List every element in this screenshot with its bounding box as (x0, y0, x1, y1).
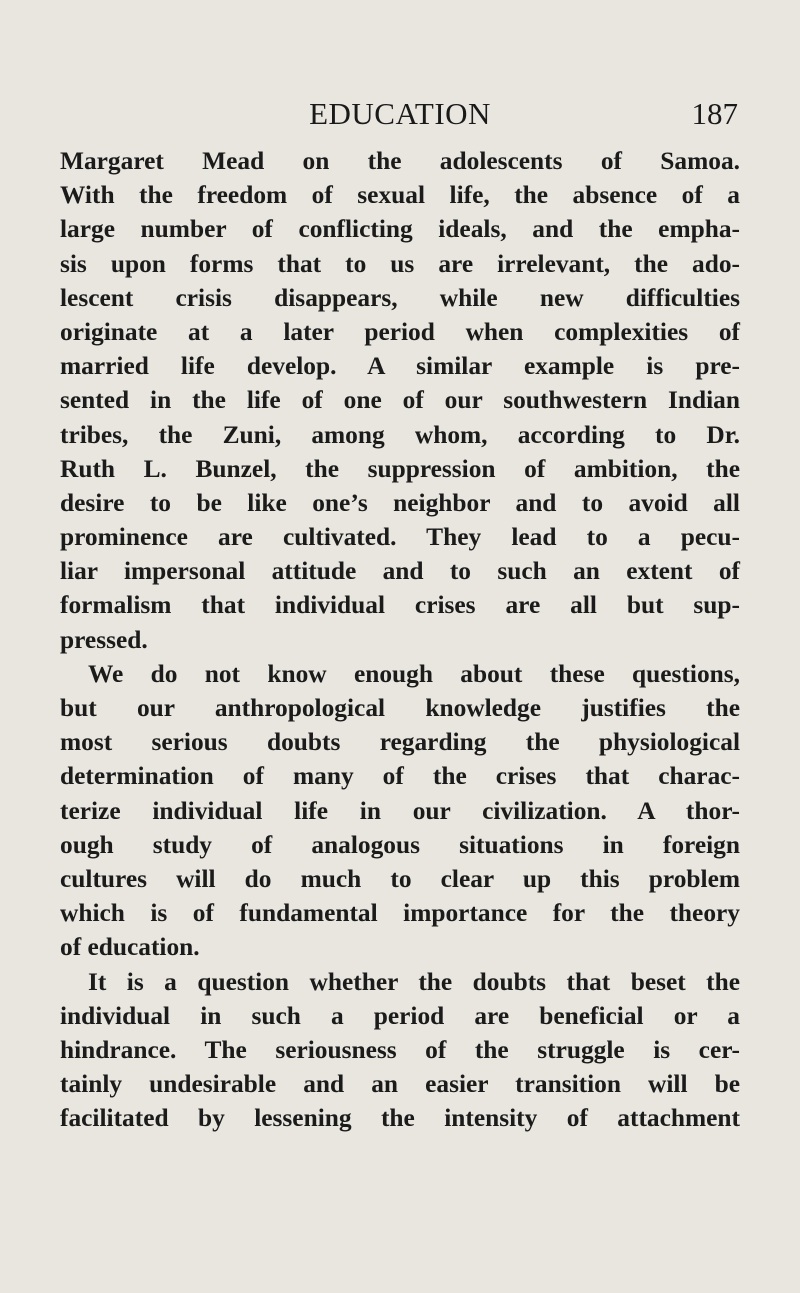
text-line: tainly undesirable and an easier transition will be (60, 1070, 740, 1099)
body-text (60, 144, 740, 1135)
text-line: pressed. (60, 625, 148, 654)
text-line: desire to be like one’s neighbor and to avoid all (60, 488, 740, 517)
text-line: prominence are cultivated. They lead to a pecu- (60, 523, 740, 552)
text-line: hindrance. The seriousness of the struggle is cer- (60, 1035, 740, 1064)
paragraph-start-line: We do not know enough about these questions, (88, 659, 740, 688)
text-line: which is of fundamental importance for the theory (60, 899, 740, 928)
text-line: but our anthropological knowledge justifies the (60, 694, 740, 722)
text-line: individual in such a period are beneficial or a (60, 1001, 740, 1030)
text-line: sented in the life of one of our southwestern Indian (60, 386, 740, 415)
text-line: sis upon forms that to us are irrelevant, the ado- (60, 249, 740, 278)
page-number: 187 (691, 96, 738, 131)
text-line: liar impersonal attitude and to such an extent of (60, 557, 740, 586)
text-line: most serious doubts regarding the physiological (60, 728, 740, 757)
text-line: of education. (60, 933, 200, 962)
text-line: lescent crisis disappears, while new difficulties (60, 283, 740, 312)
text-line: ough study of analogous situations in foreign (60, 830, 740, 859)
text-line: Ruth L. Bunzel, the suppression of ambition, the (60, 454, 740, 483)
text-line: large number of conflicting ideals, and the empha- (60, 215, 740, 244)
paragraph-start-line: It is a question whether the doubts that beset the (88, 967, 740, 996)
text-line: cultures will do much to clear up this problem (60, 864, 740, 893)
text-line: With the freedom of sexual life, the absence of a (60, 181, 740, 210)
text-line: facilitated by lessening the intensity of attachment (60, 1104, 740, 1133)
text-line: married life develop. A similar example is pre- (60, 352, 740, 381)
text-line: terize individual life in our civilization. A thor- (60, 796, 740, 825)
text-line: determination of many of the crises that charac- (60, 762, 740, 791)
text-line: tribes, the Zuni, among whom, according to Dr. (60, 420, 740, 449)
text-line: originate at a later period when complexities of (60, 317, 740, 346)
running-head (60, 96, 740, 140)
text-line: Margaret Mead on the adolescents of Samoa. (60, 147, 740, 175)
text-line: formalism that individual crises are all but sup- (60, 591, 740, 620)
running-title: EDUCATION (309, 96, 491, 131)
